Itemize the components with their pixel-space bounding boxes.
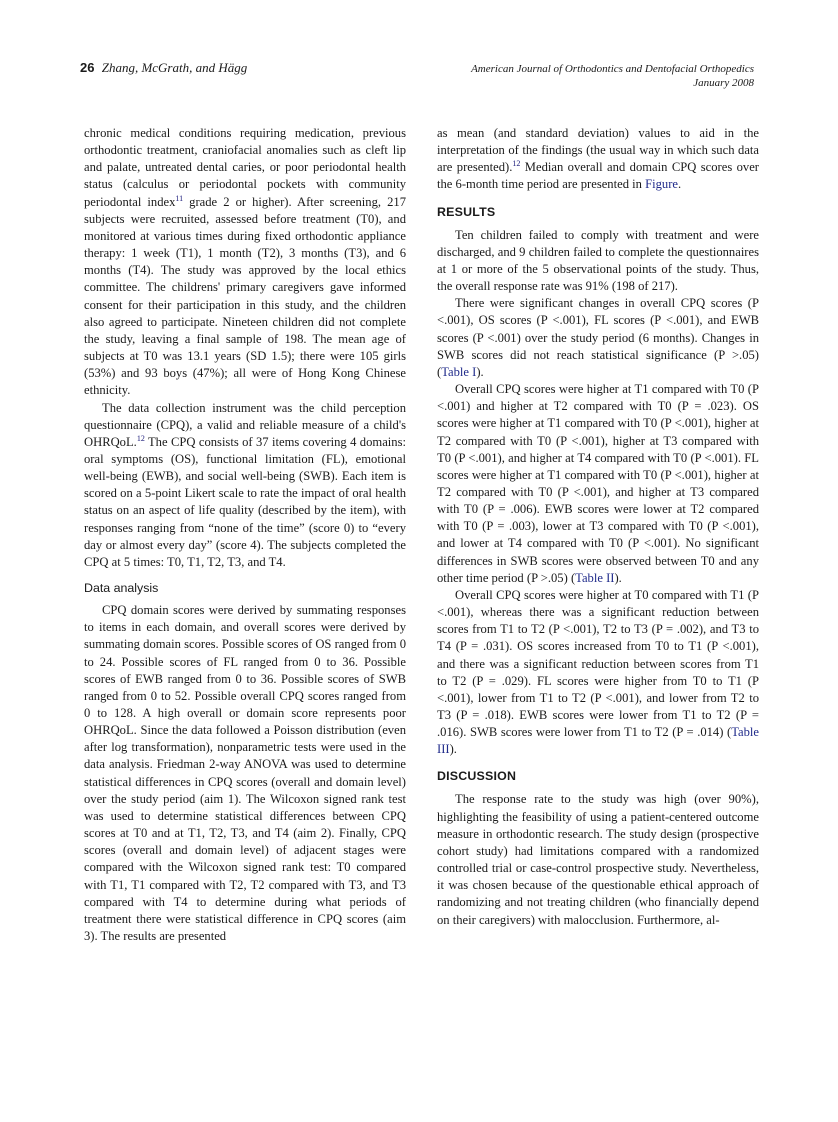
paragraph: [437, 295, 759, 381]
paragraph: [84, 125, 406, 400]
paragraph: [437, 587, 759, 759]
text: The CPQ consists of 37 items covering 4 domains: oral symptoms (OS), functional limitation (FL), emotional well-being (EWB), and social well-being (SWB). Each item is scored on a 5-point Likert scale to rate the impact of oral health status on an aspect of life quality (described by the item), with responses ranging from “none of the time” (score 0) to “every day or almost every day” (score 4). The subjects completed the CPQ at 5 times: T0, T1, T2, T3, and T4.: [84, 434, 406, 569]
subheading-data-analysis: Data analysis: [84, 581, 159, 596]
paragraph: [437, 125, 759, 194]
citation-ref[interactable]: 12: [512, 159, 521, 169]
text: Overall CPQ scores were higher at T0 compared with T1 (P <.001), whereas there was a significant reduction between scores from T1 to T2 (P <.001), T2 to T3 (P = .002), and T3 to T4 (P = .031). OS scores increased from T0 to T1 (P <.001), and there was a significant reduction between scores from T1 to T2 (P = .029). FL scores were higher from T0 to T1 (P <.001), lower from T1 to T2 (P <.001), and lower from T2 to T3 (P = .018). EWB scores were lower from T1 to T2 (P = .016). SWB scores were lower from T1 to T2 (P = .014) (: [437, 587, 759, 740]
citation-ref[interactable]: 11: [175, 193, 184, 203]
figure-link[interactable]: Figure: [645, 177, 678, 192]
paragraph: CPQ domain scores were derived by summating responses to items in each domain, and overall scores were derived by summating domain scores. Possible scores of OS ranged from 0 to 24. Possible scores of FL ranged from 0 to 36. Possible scores of EWB ranged from 0 to 36. Possible scores of SWB ranged from 0 to 52. Possible overall CPQ scores ranged from 0 to 128. A high overall or domain score represents poor OHRQoL. Since the data followed a Poisson distribution (even after log transformation), nonparametric tests were used in the data analysis. Friedman 2-way ANOVA was used to determine statistical differences in CPQ scores (overall and domain level) over the study period (aim 1). The Wilcoxon signed rank test was used to determine statistical differences between CPQ scores at T0 and at T1, T2, T3, and T4 (aim 2). Finally, CPQ scores (overall and domain level) of adjacent stages were compared with the Wilcoxon signed rank test: T0 compared with T1, T1 compared with T2, T2 compared with T3, and T3 compared with T4 to determine during what periods of treatment there were statistical difference in CPQ scores (aim 3). The results are presented: [84, 603, 406, 944]
text: .: [677, 177, 682, 192]
text: There were significant changes in overall CPQ scores (P <.001), OS scores (P <.001), FL scores (P <.001), and EWB scores (P <.001) over the study period (6 months). Changes in SWB scores did not reach statistical significance (P >.05) (: [437, 296, 759, 379]
section-heading-results: RESULTS: [437, 204, 496, 219]
text: grade 2 or higher). After screening, 217 subjects were recruited, assessed before treatment (T0), and monitored at various times during fixed orthodontic appliance therapy: 1 week (T1), 1 month (T2), 3 months (T3), and 6 months (T4). The study was approved by the local ethics committee. The childrens' primary caregivers gave informed consent for their participation in this study, and the children also agreed to participate. Nineteen children did not complete the study, leaving a final sample of 198. The mean age of subjects at T0 was 13.1 years (SD 1.5); there were 105 girls (53%) and 93 boys (47%); all were of Hong Kong Chinese ethnicity.: [84, 194, 406, 398]
issue-date: January 2008: [693, 77, 754, 89]
text: ).: [614, 570, 622, 585]
text: as mean (and standard deviation) values to aid in the interpretation of the findings (the usual way in which such data are presented).: [437, 126, 759, 175]
table-i-link[interactable]: Table I: [441, 364, 477, 379]
journal-title: American Journal of Orthodontics and Dentofacial Orthopedics: [471, 63, 754, 75]
text: The data collection instrument was the child perception questionnaire (CPQ), a valid and reliable measure of a child's OHRQoL.: [84, 400, 406, 449]
text: ).: [476, 364, 484, 379]
table-iii-link[interactable]: Table III: [437, 725, 759, 757]
authors: Zhang, McGrath, and Hägg: [101, 60, 248, 75]
text: chronic medical conditions requiring medication, previous orthodontic treatment, craniofacial anomalies such as cleft lip and palate, untreated dental caries, or poor periodontal health status (calculus or periodontal pockets with community periodontal index: [84, 126, 406, 209]
text: Overall CPQ scores were higher at T1 compared with T0 (P <.001) and higher at T2 compared with T0 (P = .023). OS scores were higher at T1 compared with T0 (P <.001), higher at T2 compared with T0 (P <.001), higher at T3 compared with T0 (P <.001), and higher at T4 compared with T0 (P <.001). FL scores were higher at T1 compared with T0 (P <.001), higher at T2 compared with T0 (P <.001), and higher at T3 compared with T0 (P = .006). EWB scores were lower at T2 compared with T0 (P = .003), lower at T3 compared with T0 (P <.001), and lower at T4 compared with T0 (P <.001). No significant differences in SWB scores were observed between T0 and any other time period (P >.05) (: [437, 382, 759, 585]
page-number: 26: [80, 60, 95, 75]
paragraph: Ten children failed to comply with treatment and were discharged, and 9 children failed to complete the questionnaires at 1 or more of the 5 observational points of the study. Thus, the overall response rate was 91% (198 of 217).: [437, 227, 759, 294]
running-header-right: [471, 62, 754, 90]
section-heading-discussion: DISCUSSION: [437, 769, 517, 784]
left-column: [84, 125, 406, 945]
paragraph: [437, 381, 759, 587]
paragraph: [84, 400, 406, 572]
paragraph: The response rate to the study was high (over 90%), highlighting the feasibility of using a patient-centered outcome measure in orthodontic research. The study design (prospective cohort study) had limitations compared with a randomized controlled trial or case-control prospective study. Nevertheless, it was chosen because of the questionable ethical approach of randomizing and not treating children (who financially depend on their caregivers) with malocclusion. Furthermore, al-: [437, 792, 759, 927]
text: ).: [449, 742, 457, 757]
running-header-left: [80, 60, 247, 76]
text: Median overall and domain CPQ scores over the 6-month time period are presented in: [437, 160, 760, 192]
table-ii-link[interactable]: Table II: [575, 570, 615, 585]
citation-ref[interactable]: 12: [136, 433, 145, 443]
right-column: [437, 125, 759, 929]
